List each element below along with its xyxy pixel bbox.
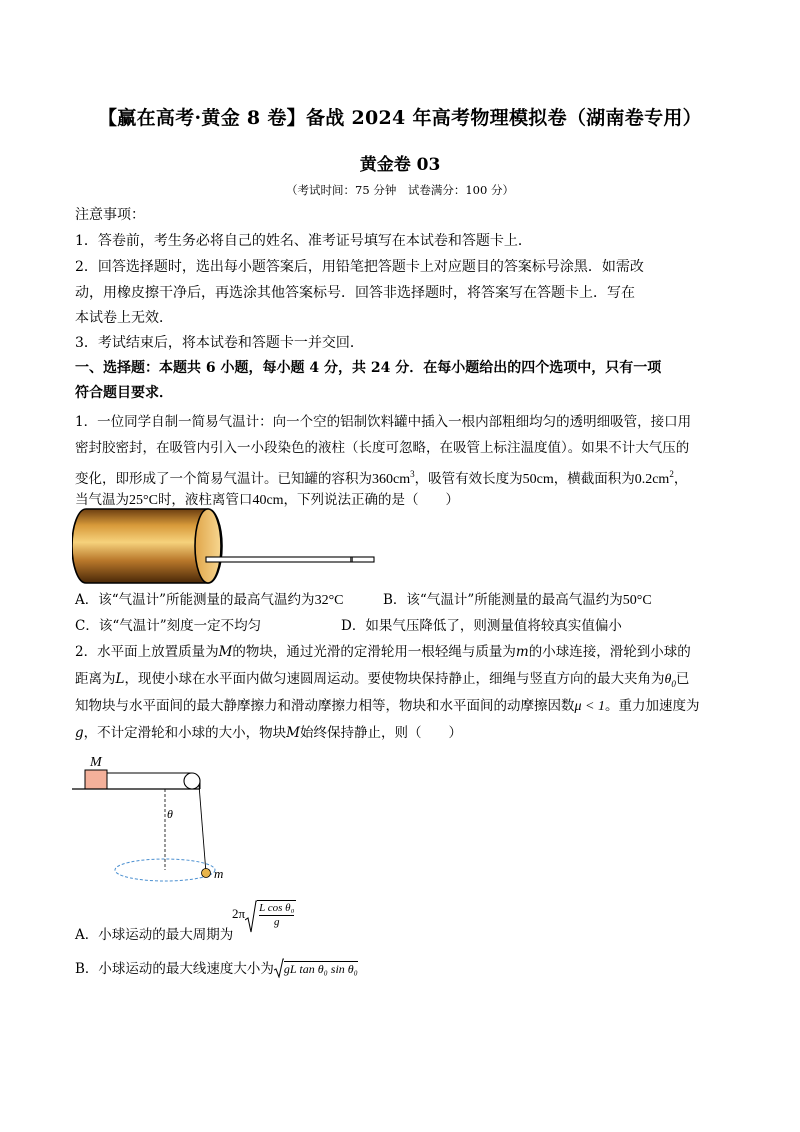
q1-option-c: C．该“气温计”刻度一定不均匀: [75, 618, 262, 634]
q2-line-2: 距离为L，现使小球在水平面内做匀速圆周运动。要使物块保持静止，细绳与竖直方向的最大夹角为$\theta_0$已: [75, 671, 690, 689]
section-heading-line-2: 符合题目要求．: [75, 385, 173, 401]
sqrt-symbol-b: [274, 958, 284, 978]
pulley-figure: [72, 752, 252, 892]
mu-condition: μ < 1: [574, 699, 605, 714]
can-end: [195, 509, 221, 583]
q1-line-3: 变化，即形成了一个简易气温计。已知罐的容积为$360cm^3$，吸管有效长度为50cm，横截面积为$0.2cm^2$，: [75, 469, 688, 487]
rope-slanted: [199, 785, 206, 873]
liquid-column: [350, 558, 353, 562]
q1-option-b: B．该“气温计”所能测量的最高气温约为50°C: [383, 592, 652, 608]
label-theta: θ: [167, 807, 173, 821]
note-line-4: 本试卷上无效．: [75, 310, 173, 326]
q1-area: $0.2cm^2$: [634, 469, 674, 487]
straw-tube: [206, 557, 374, 562]
q1-option-d: D．如果气压降低了，则测量值将较真实值偏小: [341, 618, 622, 634]
q1-distance: 40cm: [252, 493, 284, 508]
can-thermometer-figure: [72, 505, 378, 587]
q1-line-1: 1．一位同学自制一简易气温计：向一个空的铝制饮料罐中插入一根内部粗细均匀的透明细吸管，接口用: [75, 414, 692, 430]
q2-option-b: B．小球运动的最大线速度大小为 gL tan θ₀ sin θ₀: [75, 958, 358, 979]
note-line-3: 动，用橡皮擦干净后，再选涂其他答案标号．回答非选择题时，将答案写在答题卡上．写在: [75, 285, 635, 301]
q1-line-4: 当气温为25°C时，液柱离管口40cm，下列说法正确的是（ ）: [75, 492, 460, 508]
pulley: [184, 773, 200, 789]
theta0-symbol: $\theta_0$: [664, 672, 676, 689]
q2-line-3: 知物块与水平面间的最大静摩擦力和滑动摩擦力相等，物块和水平面间的动摩擦因数μ < 1。重力加速度为: [75, 698, 700, 714]
q1-length: 50cm: [522, 472, 554, 487]
q1-temp: 25°C: [129, 493, 158, 508]
q1-line-2: 密封胶密封，在吸管内引入一小段染色的液柱（长度可忽略，在吸管上标注温度值）。如果不计大气压的: [75, 440, 690, 456]
q2-option-a-formula: 2π $\frac{\text{L cos θ₀}}{g}$: [232, 900, 296, 934]
q2-line-1: 2．水平面上放置质量为M的物块，通过光滑的定滑轮用一根轻绳与质量为m的小球连接，滑轮到小球的: [75, 644, 691, 660]
q2-line-4: g，不计定滑轮和小球的大小，物块M始终保持静止，则（ ）: [75, 725, 462, 741]
exam-time-info: （考试时间：75 分钟 试卷满分：100 分）: [286, 183, 514, 197]
notes-heading: 注意事项：: [75, 207, 145, 223]
note-line-2: 2．回答选择题时，选出每小题答案后，用铅笔把答题卡上对应题目的答案标号涂黑．如需改: [75, 259, 644, 275]
note-line-1: 1．答卷前，考生务必将自己的姓名、准考证号填写在本试卷和答题卡上．: [75, 233, 532, 249]
sqrt-symbol: [245, 900, 257, 934]
label-M: M: [90, 755, 102, 770]
q1-option-a: A．该“气温计”所能测量的最高气温约为32°C: [75, 592, 344, 608]
q1-volume: $360cm^3$: [372, 469, 415, 487]
exam-title: 【赢在高考·黄金 8 卷】备战 2024 年高考物理模拟卷（湖南卷专用）: [98, 107, 702, 129]
label-m: m: [214, 866, 224, 881]
note-line-5: 3．考试结束后，将本试卷和答题卡一并交回．: [75, 335, 364, 351]
section-heading-line-1: 一、选择题：本题共 6 小题，每小题 4 分，共 24 分．在每小题给出的四个选项中，只有一项: [75, 360, 662, 376]
q2-option-a: A．小球运动的最大周期为: [75, 927, 234, 943]
paper-subtitle: 黄金卷 03: [359, 155, 441, 175]
ball-m: [202, 869, 211, 878]
block-M: [85, 770, 107, 789]
